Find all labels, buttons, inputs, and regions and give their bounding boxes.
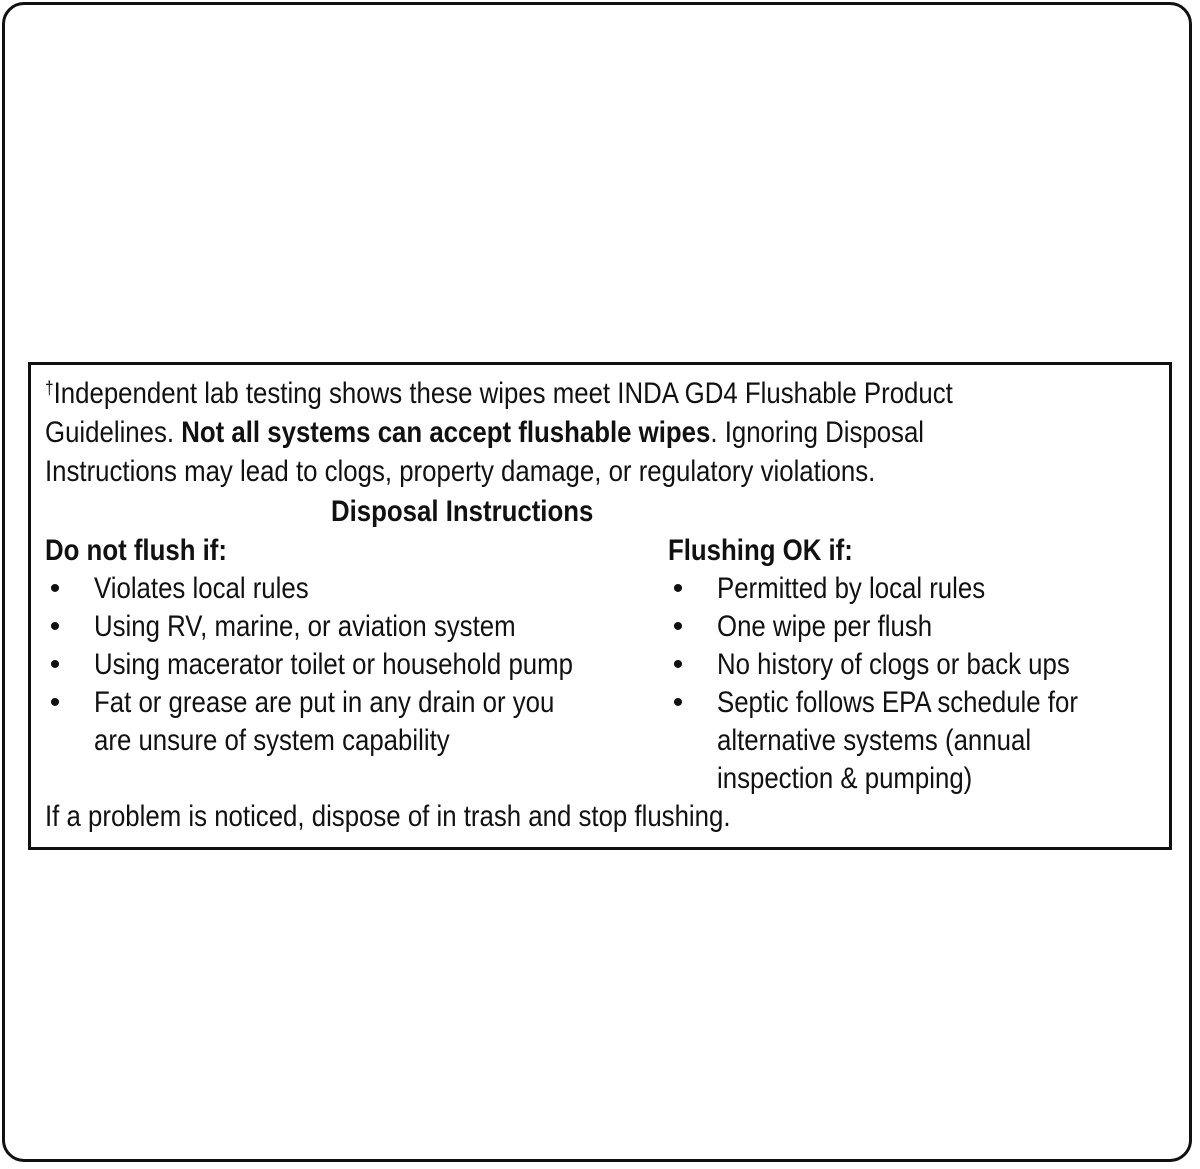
do-not-flush-item-continued: are unsure of system capability: [94, 724, 450, 757]
bullet-icon: •: [49, 648, 61, 681]
disposal-label-box: [28, 362, 1172, 850]
do-not-flush-heading: Do not flush if:: [45, 534, 227, 567]
bullet-icon: •: [49, 610, 61, 643]
dagger-mark: †: [45, 378, 54, 398]
bullet-icon: •: [672, 610, 684, 643]
flushing-ok-heading: Flushing OK if:: [668, 534, 853, 567]
intro-line-2: [45, 414, 924, 452]
bullet-icon: •: [672, 572, 684, 605]
do-not-flush-item: Using macerator toilet or household pump: [94, 648, 573, 681]
bullet-icon: •: [672, 686, 684, 719]
flushing-ok-item: Permitted by local rules: [717, 572, 986, 605]
flushing-ok-item: No history of clogs or back ups: [717, 648, 1070, 681]
do-not-flush-item: Fat or grease are put in any drain or you: [94, 686, 555, 719]
intro-line-3: Instructions may lead to clogs, property damage, or regulatory violations.: [45, 455, 876, 488]
intro-line-2-end: . Ignoring Disposal: [710, 416, 925, 449]
intro-line-2-start: Guidelines.: [45, 416, 182, 449]
disposal-instructions-heading: Disposal Instructions: [331, 495, 594, 528]
do-not-flush-item: Violates local rules: [94, 572, 309, 605]
flushing-ok-item: Septic follows EPA schedule for: [717, 686, 1078, 719]
flushing-ok-item-continued: alternative systems (annual: [717, 724, 1032, 757]
flushing-ok-item-continued: inspection & pumping): [717, 762, 973, 795]
flushing-ok-item: One wipe per flush: [717, 610, 933, 643]
footer-note: If a problem is noticed, dispose of in trash and stop flushing.: [45, 800, 731, 833]
bullet-icon: •: [672, 648, 684, 681]
intro-line-1-text: Independent lab testing shows these wipes meet INDA GD4 Flushable Product: [53, 377, 953, 410]
bullet-icon: •: [49, 572, 61, 605]
bullet-icon: •: [49, 686, 61, 719]
do-not-flush-item: Using RV, marine, or aviation system: [94, 610, 516, 643]
intro-line-1: [45, 375, 953, 413]
flushable-warning: Not all systems can accept flushable wipes: [181, 416, 711, 449]
